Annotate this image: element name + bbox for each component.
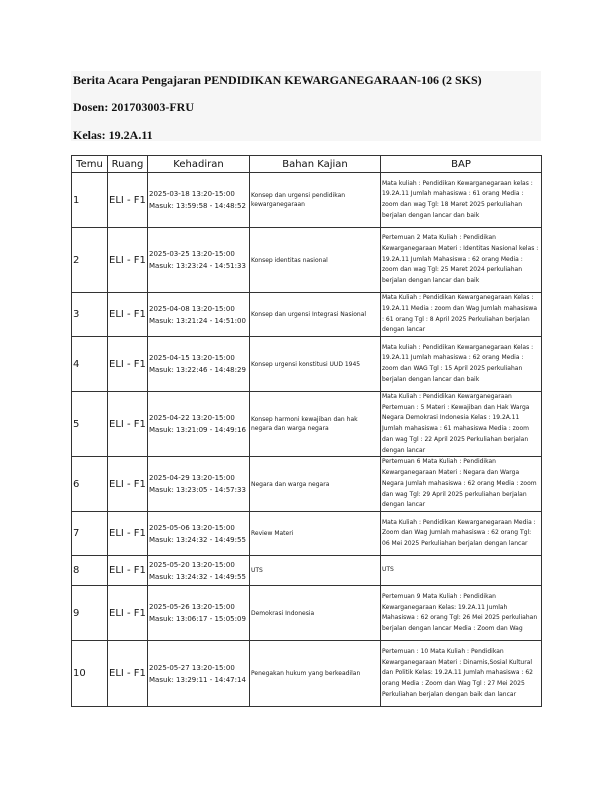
- cell-bap: Mata kuliah : Pendidikan Kewarganegaraan Kelas : 19.2A.11 Jumlah mahasiswa : 62 orang Media : zoom dan WAG Tgl : 15 April 2025 perkuliahan berjalan dengan lancar dan baik: [381, 337, 542, 392]
- cell-bahan-kajian: Penegakan hukum yang berkeadilan: [250, 641, 381, 707]
- kelas-line: Kelas: 19.2A.11: [73, 128, 153, 142]
- kehadiran-jadwal: 2025-04-15 13:20-15:00: [149, 354, 235, 362]
- table-row: [72, 293, 542, 337]
- table-row: [72, 337, 542, 392]
- bap-table: [71, 155, 542, 707]
- cell-bahan-kajian: Negara dan warga negara: [250, 457, 381, 512]
- kehadiran-jadwal: 2025-04-22 13:20-15:00: [149, 414, 235, 423]
- cell-temu: 3: [72, 293, 108, 337]
- cell-temu: 9: [72, 586, 108, 641]
- kehadiran-jadwal: 2025-04-08 13:20-15:00: [149, 304, 235, 313]
- table-row: [72, 457, 542, 512]
- kehadiran-masuk: Masuk: 13:06:17 - 15:05:09: [149, 615, 246, 624]
- kehadiran-masuk: Masuk: 13:23:05 - 14:57:33: [149, 486, 246, 495]
- cell-temu: 10: [72, 641, 108, 707]
- table-row: [72, 556, 542, 586]
- kehadiran-jadwal: 2025-03-18 13:20-15:00: [149, 190, 235, 198]
- cell-kehadiran: [148, 173, 250, 228]
- table-row: [72, 392, 542, 457]
- table-row: [72, 586, 542, 641]
- cell-bap: Pertemuan : 10 Mata Kuliah : Pendidikan Kewarganegaraan Materi : Dinamis,Sosial Kultural dan Politik Kelas: 19.2A.11 Jumlah mahasiswa : 62 orang Media : Zoom dan Wag Tgl : 27 Mei 2025 Perkuliahan berjalan dengan baik dan lancar: [381, 641, 542, 707]
- column-header-temu: Temu: [72, 156, 108, 173]
- cell-bahan-kajian: UTS: [250, 556, 381, 586]
- kehadiran-masuk: Masuk: 13:21:24 - 14:51:00: [149, 316, 246, 325]
- cell-kehadiran: [148, 293, 250, 337]
- kehadiran-masuk: Masuk: 13:22:46 - 14:48:29: [149, 366, 246, 374]
- cell-bahan-kajian: Konsep harmoni kewajiban dan hak negara dan warga negara: [250, 392, 381, 457]
- cell-bahan-kajian: Demokrasi Indonesia: [250, 586, 381, 641]
- cell-ruang: ELI - F1: [108, 173, 148, 228]
- cell-ruang: ELI - F1: [108, 293, 148, 337]
- kehadiran-masuk: Masuk: 13:24:32 - 14:49:55: [149, 572, 246, 581]
- kehadiran-jadwal: 2025-05-26 13:20-15:00: [149, 603, 235, 612]
- cell-bap: Mata kuliah : Pendidikan Kewarganegaraan kelas : 19.2A.11 Jumlah mahasiswa : 61 orang Media : zoom dan wag Tgl: 18 Maret 2025 perkuliahan berjalan dengan lancar dan baik: [381, 173, 542, 228]
- cell-bap: UTS: [381, 556, 542, 586]
- cell-bap: Pertemuan 6 Mata Kuliah : Pendidikan Kewarganegaraan Materi : Negara dan Warga Negara Jumlah mahasiswa : 62 orang Media : zoom dan wag Tgl: 29 April 2025 perkuliahan berjalan dengan lancar: [381, 457, 542, 512]
- cell-bap: Mata Kuliah : Pendidikan Kewarganegaraan Kelas : 19.2A.11 Media : zoom dan Wag Jumlah mahasiswa : 61 orang Tgl : 8 April 2025 Perkuliahan berjalan dengan lancar: [381, 293, 542, 337]
- cell-ruang: ELI - F1: [108, 641, 148, 707]
- column-header-bahan-kajian: Bahan Kajian: [250, 156, 381, 173]
- kehadiran-jadwal: 2025-05-06 13:20-15:00: [149, 523, 235, 532]
- cell-kehadiran: [148, 512, 250, 556]
- cell-ruang: ELI - F1: [108, 586, 148, 641]
- cell-temu: 1: [72, 173, 108, 228]
- cell-kehadiran: [148, 586, 250, 641]
- cell-temu: 4: [72, 337, 108, 392]
- cell-temu: 7: [72, 512, 108, 556]
- cell-kehadiran: [148, 457, 250, 512]
- cell-temu: 8: [72, 556, 108, 586]
- cell-kehadiran: [148, 337, 250, 392]
- kehadiran-jadwal: 2025-03-25 13:20-15:00: [149, 250, 235, 258]
- table-row: [72, 641, 542, 707]
- kehadiran-jadwal: 2025-05-27 13:20-15:00: [149, 663, 235, 672]
- cell-ruang: ELI - F1: [108, 228, 148, 293]
- table-row: [72, 228, 542, 293]
- kehadiran-jadwal: 2025-04-29 13:20-15:00: [149, 474, 235, 483]
- cell-bahan-kajian: Konsep urgensi konstitusi UUD 1945: [250, 337, 381, 392]
- cell-kehadiran: [148, 228, 250, 293]
- kehadiran-jadwal: 2025-05-20 13:20-15:00: [149, 560, 235, 569]
- cell-bap: Pertemuan 2 Mata Kuliah : Pendidikan Kewarganegaraan Materi : Identitas Nasional kelas : 19.2A.11 Jumlah Mahasiswa : 62 orang Media : zoom dan wag Tgl: 25 Maret 2024 perkuliahan berjalan dengan lancar dan baik: [381, 228, 542, 293]
- cell-bahan-kajian: Konsep dan urgensi pendidikan kewarganegaraan: [250, 173, 381, 228]
- cell-bahan-kajian: Review Materi: [250, 512, 381, 556]
- kehadiran-masuk: Masuk: 13:21:09 - 14:49:16: [149, 426, 246, 435]
- column-header-bap: BAP: [381, 156, 542, 173]
- cell-temu: 6: [72, 457, 108, 512]
- column-header-ruang: Ruang: [108, 156, 148, 173]
- cell-ruang: ELI - F1: [108, 457, 148, 512]
- cell-kehadiran: [148, 556, 250, 586]
- cell-kehadiran: [148, 641, 250, 707]
- cell-bap: Mata Kuliah : Pendidikan Kewarganegaraan Media : Zoom dan Wag Jumlah mahasiswa : 62 orang Tgl: 06 Mei 2025 Perkuliahan berjalan dengan lancar: [381, 512, 542, 556]
- cell-ruang: ELI - F1: [108, 512, 148, 556]
- kehadiran-masuk: Masuk: 13:23:24 - 14:51:33: [149, 262, 246, 270]
- kehadiran-masuk: Masuk: 13:29:11 - 14:47:14: [149, 675, 246, 684]
- table-row: [72, 512, 542, 556]
- table-row: [72, 173, 542, 228]
- cell-bahan-kajian: Konsep identitas nasional: [250, 228, 381, 293]
- column-header-kehadiran: Kehadiran: [148, 156, 250, 173]
- cell-kehadiran: [148, 392, 250, 457]
- document-title: Berita Acara Pengajaran PENDIDIKAN KEWARGANEGARAAN-106 (2 SKS): [73, 73, 482, 87]
- cell-ruang: ELI - F1: [108, 392, 148, 457]
- cell-ruang: ELI - F1: [108, 337, 148, 392]
- cell-temu: 5: [72, 392, 108, 457]
- cell-bap: Pertemuan 9 Mata Kuliah : Pendidikan Kewarganegaraan Kelas: 19.2A.11 Jumlah Mahasiswa : 62 orang Tgl: 26 Mei 2025 perkuliahan berjalan dengan lancar Media : Zoom dan Wag: [381, 586, 542, 641]
- table-header-row: [72, 156, 542, 173]
- dosen-line: Dosen: 201703003-FRU: [73, 100, 194, 114]
- kehadiran-masuk: Masuk: 13:59:58 - 14:48:52: [149, 202, 246, 210]
- cell-bahan-kajian: Konsep dan urgensi Integrasi Nasional: [250, 293, 381, 337]
- kehadiran-masuk: Masuk: 13:24:32 - 14:49:55: [149, 535, 246, 544]
- cell-ruang: ELI - F1: [108, 556, 148, 586]
- cell-bap: Mata Kuliah : Pendidikan Kewarganegaraan Pertemuan : 5 Materi : Kewajiban dan Hak Warga Negara Demokrasi Indonesia Kelas : 19.2A.11 Jumlah mahasiswa : 61 mahasiswa Media : zoom dan wag Tgl : 22 April 2025 Perkuliahan berjalan dengan lancar: [381, 392, 542, 457]
- cell-temu: 2: [72, 228, 108, 293]
